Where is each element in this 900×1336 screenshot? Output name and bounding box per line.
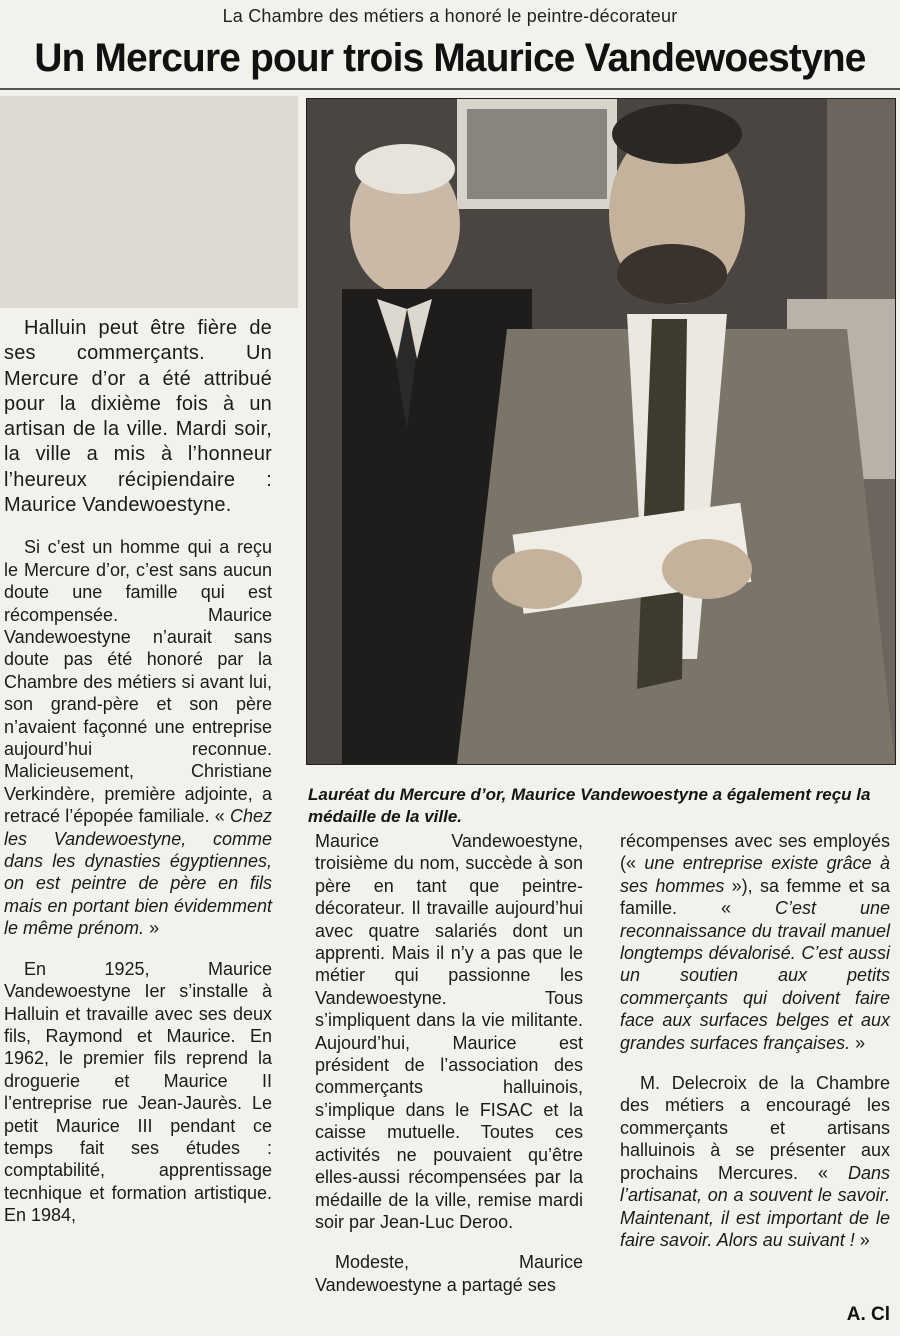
headline-rule bbox=[0, 88, 900, 90]
paragraph-text: M. Delecroix de la Chambre des métiers a encouragé les commerçants et artisans halluinois à se présenter aux prochains Mercures. « bbox=[620, 1073, 890, 1183]
article-paragraph bbox=[620, 1072, 890, 1251]
article-paragraph bbox=[620, 830, 890, 1054]
article-headline: Un Mercure pour trois Maurice Vandewoestyne bbox=[34, 36, 866, 80]
paragraph-text: » bbox=[144, 918, 160, 939]
blank-area bbox=[0, 96, 298, 308]
article-paragraph: Maurice Vandewoestyne, troisième du nom, succède à son père en tant que peintre-décorateur. Il travaille aujourd’hui avec quatre salariés dont un apprenti. Mais il n’y a pas que le métier qui passionne les Vandewoestyne. Tous s’impliquent dans la vie militante. Aujourd’hui, Maurice est président de l’association des commerçants halluinois, s’implique dans le FISAC et la caisse mutuelle. Toutes ces activités ne pouvaient qu’être elles-aussi récompensées par la médaille de la ville, remise mardi soir par Jean-Luc Deroo. bbox=[315, 831, 583, 1232]
article-paragraph bbox=[4, 536, 272, 939]
quote-text: C’est une reconnaissance du travail manuel longtemps dévalorisé. C’est aussi un soutien aux petits commerçants qui doivent faire face aux surfaces belges et aux grandes surfaces françaises. bbox=[620, 898, 891, 1053]
paragraph-text: » bbox=[854, 1229, 870, 1250]
quote-text: Chez les Vandewoestyne, comme dans les dynasties égyptiennes, on est peintre de père en fils mais en portant bien évidemment le même prénom. bbox=[4, 806, 272, 939]
quote-text: Dans l’artisanat, on a souvent le savoir. Maintenant, il est important de le faire savoir. Alors au suivant ! bbox=[620, 1162, 890, 1250]
article-paragraph: Modeste, Maurice Vandewoestyne a partagé ses bbox=[315, 1252, 583, 1295]
article-signature: A. Cl bbox=[846, 1304, 890, 1325]
article-column-1 bbox=[4, 316, 272, 1227]
paragraph-text: Si c’est un homme qui a reçu le Mercure d’or, c’est sans aucun doute une famille qui est récompensée. Maurice Vandewoestyne n’aurait sans doute pas été honoré par la Chambre des métiers si avant lui, son grand-père et son père n’avaient façonné une entreprise aujourd’hui reconnue. Malicieusement, Christiane Verkindère, première adjointe, a retracé l’épopée familiale. « bbox=[4, 537, 272, 827]
article-paragraph: En 1925, Maurice Vandewoestyne Ier s’installe à Halluin et travaille avec ses deux fils, Raymond et Maurice. En 1962, le premier fils reprend la droguerie et Maurice II l’entreprise rue Jean-Jaurès. Le petit Maurice III pendant ce temps fait ses études : comptabilité, apprentissage tecnhique et formation artistique. En 1984, bbox=[4, 958, 272, 1226]
paragraph-text: » bbox=[850, 1032, 866, 1053]
photo-wall-plaque bbox=[467, 109, 607, 199]
article-column-2 bbox=[315, 830, 583, 1296]
photo-illustration bbox=[307, 99, 895, 764]
article-column-3 bbox=[620, 830, 890, 1251]
article-lead-paragraph: Halluin peut être fière de ses commerçants. Un Mercure d’or a été attribué pour la dixième fois à un artisan de la ville. Mardi soir, la ville a mis à l’honneur l’heureux récipiendaire : Maurice Vandewoestyne. bbox=[4, 317, 272, 517]
article-kicker: La Chambre des métiers a honoré le peintre-décorateur bbox=[222, 6, 678, 26]
quote-text: une entreprise existe grâce à ses hommes bbox=[620, 853, 890, 896]
paragraph-text: »), sa femme et sa famille. « bbox=[620, 875, 890, 919]
photo-caption: Lauréat du Mercure d’or, Maurice Vandewoestyne a également reçu la médaille de la ville. bbox=[308, 785, 871, 826]
article-photo bbox=[306, 98, 896, 765]
paragraph-text: récompenses avec ses employés (« bbox=[620, 831, 890, 874]
